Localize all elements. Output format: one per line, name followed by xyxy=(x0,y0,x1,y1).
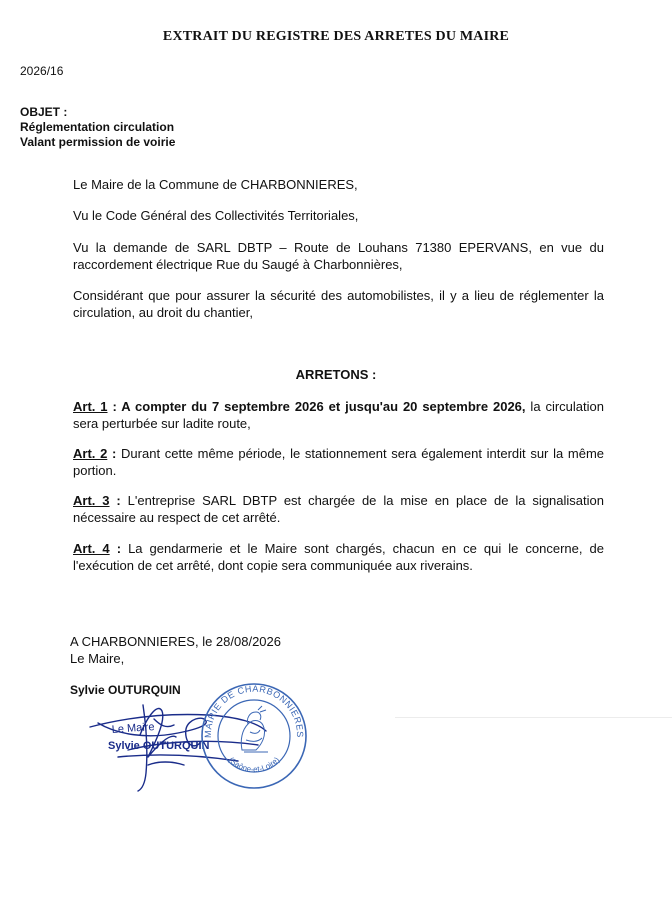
article-4 xyxy=(73,540,604,574)
objet-label: OBJET : xyxy=(20,105,68,119)
preamble-maire: Le Maire de la Commune de CHARBONNIERES, xyxy=(73,177,358,192)
closing-role: Le Maire, xyxy=(70,651,125,666)
preamble-demande: Vu la demande de SARL DBTP – Route de Louhans 71380 EPERVANS, en vue du raccordement électrique Rue du Saugé à Charbonnières, xyxy=(73,240,604,272)
preamble-code: Vu le Code Général des Collectivités Territoriales, xyxy=(73,208,359,223)
stamp-top-text: MAIRIE DE CHARBONNIERES xyxy=(202,683,306,738)
article-1-dates: A compter du 7 septembre 2026 et jusqu'au 20 septembre 2026, xyxy=(121,399,526,414)
article-2-sep: : xyxy=(107,446,122,461)
svg-text:(Saône-et-Loire) xyxy=(227,755,282,774)
closing-place-date: A CHARBONNIERES, le 28/08/2026 xyxy=(70,634,281,649)
article-1-sep: : xyxy=(107,399,122,414)
article-3-text: L'entreprise SARL DBTP est chargée de la mise en place de la signalisation nécessaire au respect de cet arrêté. xyxy=(73,493,604,525)
stamp-emblem-icon xyxy=(241,706,268,752)
arretons-heading: ARRETONS : xyxy=(295,367,377,382)
document-title: EXTRAIT DU REGISTRE DES ARRETES DU MAIRE xyxy=(162,29,510,44)
objet-line-2: Valant permission de voirie xyxy=(20,135,176,149)
stamp-bottom-text: (Saône-et-Loire) xyxy=(226,755,282,775)
article-1 xyxy=(73,398,604,432)
article-1-text: la circulation sera perturbée sur ladite route, xyxy=(73,399,604,431)
article-3 xyxy=(73,492,604,526)
article-3-label: Art. 3 xyxy=(73,493,110,508)
signer-name: Sylvie OUTURQUIN xyxy=(70,683,181,697)
article-2 xyxy=(73,445,604,479)
signature-line-2: Sylvie OUTURQUIN xyxy=(108,740,210,752)
reference-number: 2026/16 xyxy=(20,64,64,78)
article-1-label: Art. 1 xyxy=(73,399,108,414)
article-4-text: La gendarmerie et le Maire sont chargés, chacun en ce qui le concerne, de l'exécution de cet arrêté, dont copie sera communiquée aux riverains. xyxy=(73,541,604,573)
objet-line-1: Réglementation circulation xyxy=(20,120,175,134)
preamble-considerant: Considérant que pour assurer la sécurité des automobilistes, il y a lieu de réglementer la circulation, au droit du chantier, xyxy=(73,288,604,320)
article-4-label: Art. 4 xyxy=(73,541,110,556)
article-3-sep: : xyxy=(109,493,128,508)
article-2-text: Durant cette même période, le stationnement sera également interdit sur la même portion. xyxy=(73,446,605,478)
signature-line-1: Le Maire xyxy=(111,721,155,736)
article-2-label: Art. 2 xyxy=(73,446,108,461)
objet-block xyxy=(20,105,175,150)
faint-scan-line xyxy=(395,717,672,718)
mairie-stamp xyxy=(198,680,310,792)
article-4-sep: : xyxy=(109,541,129,556)
